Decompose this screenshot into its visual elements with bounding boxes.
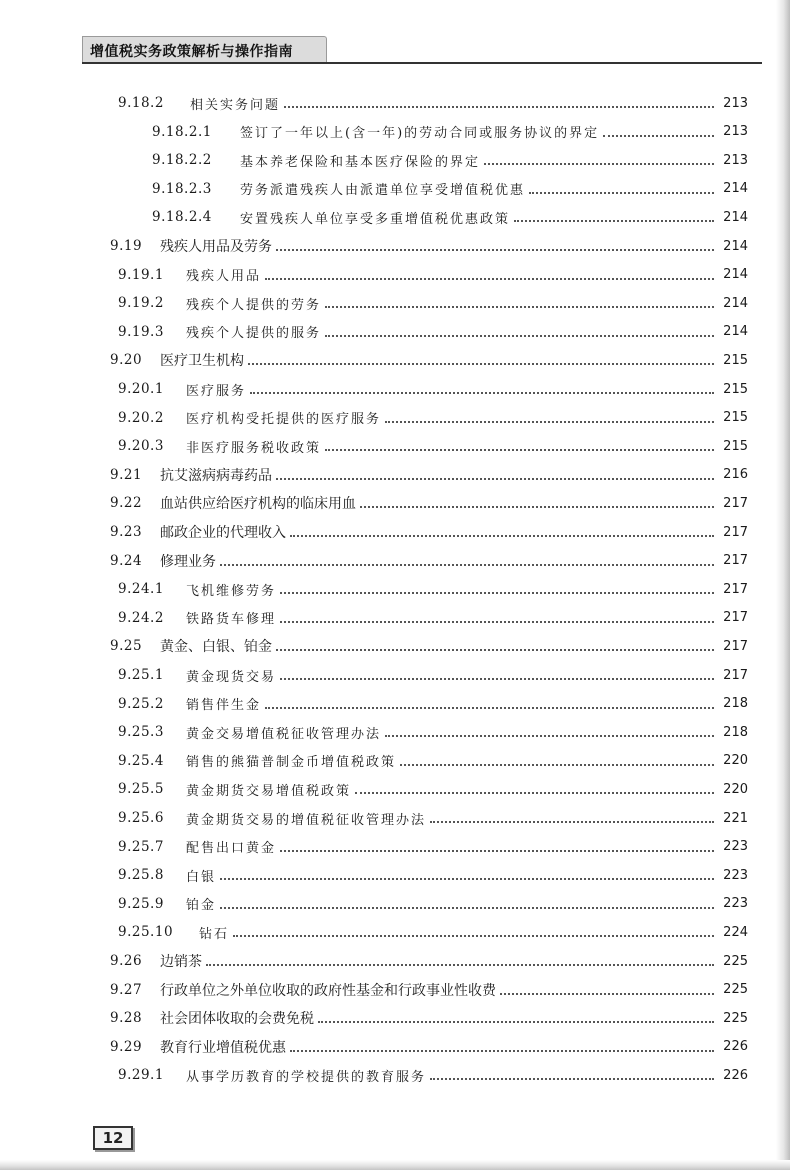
toc-entry-page: 224: [723, 924, 748, 940]
toc-entry-title: 黄金期货交易的增值税征收管理办法: [186, 812, 427, 828]
toc-leader-dots: [206, 964, 714, 966]
toc-entry-page: 214: [723, 238, 748, 254]
toc-entry-page: 225: [723, 953, 748, 969]
toc-entry-title: 销售伴生金: [186, 698, 262, 714]
toc-entry-title: 从事学历教育的学校提供的教育服务: [186, 1069, 427, 1085]
toc-leader-dots: [220, 907, 714, 909]
page-number: 12: [93, 1126, 133, 1150]
toc-entry-title: 教育行业增值税优惠: [160, 1039, 286, 1056]
toc-entry[interactable]: [118, 434, 748, 458]
toc-entry-number: 9.29.1: [118, 1067, 164, 1084]
toc-leader-dots: [430, 1078, 714, 1080]
toc-entry[interactable]: [110, 463, 748, 487]
toc-entry-number: 9.19: [110, 238, 143, 254]
toc-entry-number: 9.25.3: [118, 724, 164, 741]
toc-leader-dots: [400, 764, 714, 766]
toc-entry[interactable]: [118, 720, 748, 744]
toc-entry-title: 铂金: [186, 898, 217, 914]
toc-leader-dots: [248, 363, 714, 365]
toc-entry-page: 223: [723, 839, 748, 855]
toc-entry-page: 226: [723, 1067, 748, 1083]
toc-entry-title: 基本养老保险和基本医疗保险的界定: [240, 154, 481, 170]
toc-leader-dots: [325, 335, 714, 337]
toc-entry[interactable]: [118, 892, 748, 916]
toc-entry-title: 劳务派遣残疾人由派遣单位享受增值税优惠: [240, 183, 526, 199]
toc-leader-dots: [514, 220, 714, 222]
toc-entry-number: 9.25.2: [118, 695, 164, 712]
toc-entry-page: 223: [723, 896, 748, 912]
toc-entry-page: 217: [723, 667, 748, 683]
toc-entry-page: 216: [723, 467, 748, 483]
toc-leader-dots: [280, 621, 714, 623]
toc-leader-dots: [430, 821, 714, 823]
toc-entry-page: 215: [723, 438, 748, 454]
toc-leader-dots: [276, 649, 714, 651]
toc-entry[interactable]: [118, 606, 748, 630]
toc-entry-number: 9.25.1: [118, 667, 164, 683]
toc-entry-page: 214: [723, 295, 748, 311]
toc-entry-number: 9.25: [110, 638, 143, 655]
toc-entry-title: 修理业务: [160, 553, 216, 570]
toc-entry[interactable]: [118, 835, 748, 859]
toc-entry[interactable]: [118, 777, 748, 801]
toc-entry-title: 黄金期货交易增值税政策: [186, 783, 352, 799]
toc-entry[interactable]: [110, 1035, 748, 1059]
toc-entry-page: 217: [723, 553, 748, 569]
toc-leader-dots: [265, 707, 714, 709]
toc-entry-title: 血站供应给医疗机构的临床用血: [160, 496, 356, 513]
toc-leader-dots: [280, 678, 714, 680]
toc-entry-number: 9.24: [110, 552, 143, 569]
toc-entry-page: 213: [723, 95, 748, 111]
toc-entry-title: 边销茶: [160, 954, 202, 970]
toc-entry-page: 225: [723, 1010, 748, 1026]
toc-entry-number: 9.19.3: [118, 323, 164, 340]
toc-entry[interactable]: [118, 749, 748, 773]
toc-entry[interactable]: [118, 377, 748, 401]
toc-entry[interactable]: [152, 120, 748, 144]
toc-leader-dots: [500, 993, 714, 995]
toc-leader-dots: [280, 850, 714, 852]
toc-entry-number: 9.25.5: [118, 781, 164, 798]
toc-entry[interactable]: [118, 577, 748, 601]
toc-leader-dots: [220, 878, 714, 880]
toc-entry-page: 226: [723, 1039, 748, 1055]
toc-entry-page: 215: [723, 410, 748, 426]
page-bottom-shadow: [0, 1160, 790, 1170]
toc-leader-dots: [325, 449, 714, 451]
toc-entry[interactable]: [118, 920, 748, 944]
toc-entry-title: 销售的熊猫普制金币增值税政策: [186, 755, 397, 771]
toc-entry-page: 220: [723, 753, 748, 769]
toc-entry-title: 残疾人用品及劳务: [160, 239, 272, 255]
toc-entry-number: 9.25.6: [118, 810, 164, 826]
toc-entry[interactable]: [118, 806, 748, 830]
toc-entry[interactable]: [118, 320, 748, 344]
toc-entry-title: 钻石: [199, 926, 230, 942]
toc-entry-title: 社会团体收取的会费免税: [160, 1011, 314, 1028]
toc-entry-title: 残疾个人提供的劳务: [186, 297, 322, 313]
toc-entry[interactable]: [110, 491, 748, 515]
toc-entry-page: 217: [723, 495, 748, 511]
toc-entry-title: 相关实务问题: [190, 97, 281, 113]
toc-entry-page: 215: [723, 352, 748, 368]
toc-entry-number: 9.20: [110, 352, 143, 369]
toc-entry[interactable]: [118, 863, 748, 887]
toc-entry[interactable]: [152, 177, 748, 201]
toc-leader-dots: [233, 935, 714, 937]
toc-entry-number: 9.18.2.2: [152, 152, 212, 169]
toc-entry-page: 217: [723, 581, 748, 597]
toc-entry-number: 9.24.2: [118, 609, 164, 626]
toc-entry-number: 9.26: [110, 953, 143, 969]
toc-leader-dots: [360, 506, 714, 508]
toc-entry-number: 9.25.9: [118, 895, 164, 912]
toc-entry-title: 安置残疾人单位享受多重增值税优惠政策: [240, 211, 511, 227]
toc-entry-title: 邮政企业的代理收入: [160, 525, 286, 541]
toc-entry-page: 215: [723, 381, 748, 397]
toc-leader-dots: [276, 478, 714, 480]
toc-entry[interactable]: [110, 348, 748, 372]
toc-entry-page: 218: [723, 724, 748, 740]
toc-entry-number: 9.23: [110, 524, 143, 540]
toc-entry-number: 9.18.2.4: [152, 209, 212, 226]
toc-leader-dots: [385, 735, 714, 737]
toc-entry-page: 220: [723, 781, 748, 797]
toc-entry-title: 残疾个人提供的服务: [186, 326, 322, 342]
toc-entry-number: 9.25.8: [118, 867, 164, 884]
toc-leader-dots: [290, 535, 714, 537]
toc-entry[interactable]: [110, 634, 748, 658]
toc-entry[interactable]: [110, 549, 748, 573]
toc-entry[interactable]: [118, 692, 748, 716]
toc-entry-page: 225: [723, 982, 748, 998]
toc-entry-number: 9.19.2: [118, 295, 164, 312]
toc-leader-dots: [318, 1021, 714, 1023]
toc-entry-number: 9.25.4: [118, 752, 164, 769]
toc-entry-number: 9.20.1: [118, 381, 164, 397]
toc-entry-number: 9.25.10: [118, 924, 174, 941]
toc-leader-dots: [603, 135, 714, 137]
toc-leader-dots: [284, 106, 714, 108]
toc-entry-page: 214: [723, 267, 748, 283]
toc-entry[interactable]: [152, 148, 748, 172]
toc-entry-title: 飞机维修劳务: [186, 583, 277, 599]
toc-entry-page: 213: [723, 152, 748, 168]
toc-entry-title: 黄金现货交易: [186, 669, 277, 685]
book-title: 增值税实务政策解析与操作指南: [90, 44, 293, 60]
toc-entry[interactable]: [110, 1006, 748, 1030]
toc-entry-number: 9.18.2: [118, 95, 164, 111]
toc-entry-title: 白银: [186, 869, 217, 885]
toc-entry-page: 223: [723, 867, 748, 883]
toc-entry-title: 医疗服务: [186, 383, 247, 399]
toc-entry-title: 黄金交易增值税征收管理办法: [186, 726, 382, 742]
toc-leader-dots: [355, 792, 714, 794]
toc-entry-number: 9.27: [110, 981, 143, 998]
toc-entry[interactable]: [118, 291, 748, 315]
toc-leader-dots: [276, 249, 714, 251]
toc-entry-title: 配售出口黄金: [186, 841, 277, 857]
toc-entry-page: 217: [723, 524, 748, 540]
toc-entry[interactable]: [118, 91, 748, 115]
header-rule: [82, 62, 762, 64]
toc-entry-number: 9.21: [110, 466, 143, 483]
toc-entry[interactable]: [152, 205, 748, 229]
toc-entry-page: 218: [723, 696, 748, 712]
toc-entry[interactable]: [110, 949, 748, 973]
toc-entry-page: 217: [723, 610, 748, 626]
toc-entry-number: 9.20.2: [118, 409, 164, 426]
toc-leader-dots: [484, 163, 714, 165]
toc-entry-number: 9.24.1: [118, 581, 164, 598]
toc-entry-page: 221: [723, 810, 748, 826]
toc-leader-dots: [280, 592, 714, 594]
toc-entry[interactable]: [118, 263, 748, 287]
page-edge-shadow: [776, 0, 790, 1170]
toc-entry-title: 黄金、白银、铂金: [160, 639, 272, 656]
toc-entry-title: 残疾人用品: [186, 269, 262, 285]
toc-entry-title: 铁路货车修理: [186, 612, 277, 628]
toc-entry-number: 9.20.3: [118, 438, 164, 455]
toc-leader-dots: [220, 564, 714, 566]
toc-entry-title: 医疗卫生机构: [160, 353, 244, 370]
toc-entry-page: 214: [723, 324, 748, 340]
toc-entry-page: 214: [723, 209, 748, 225]
toc-entry[interactable]: [118, 663, 748, 687]
toc-entry[interactable]: [110, 520, 748, 544]
toc-leader-dots: [250, 392, 714, 394]
toc-entry[interactable]: [110, 234, 748, 258]
toc-entry-number: 9.25.7: [118, 838, 164, 855]
toc-entry-number: 9.29: [110, 1038, 143, 1055]
toc-entry-number: 9.18.2.1: [152, 123, 212, 140]
toc-entry-number: 9.28: [110, 1010, 143, 1027]
toc-entry-title: 医疗机构受托提供的医疗服务: [186, 412, 382, 428]
toc-entry[interactable]: [118, 1063, 748, 1087]
toc-entry-title: 抗艾滋病病毒药品: [160, 467, 272, 484]
toc-entry-page: 217: [723, 638, 748, 654]
toc-entry[interactable]: [118, 406, 748, 430]
toc-entry-page: 213: [723, 124, 748, 140]
toc-entry-number: 9.22: [110, 495, 143, 512]
running-header: [82, 36, 327, 62]
toc-leader-dots: [385, 421, 714, 423]
toc-leader-dots: [325, 306, 714, 308]
toc-entry-page: 214: [723, 181, 748, 197]
toc-leader-dots: [265, 278, 714, 280]
toc-leader-dots: [290, 1050, 714, 1052]
toc-entry-title: 非医疗服务税收政策: [186, 440, 322, 456]
toc-entry-title: 行政单位之外单位收取的政府性基金和行政事业性收费: [160, 982, 496, 999]
toc-entry-title: 签订了一年以上(含一年)的劳动合同或服务协议的界定: [240, 126, 600, 142]
toc-leader-dots: [529, 192, 714, 194]
toc-entry[interactable]: [110, 978, 748, 1002]
toc-entry-number: 9.18.2.3: [152, 180, 212, 197]
toc-entry-number: 9.19.1: [118, 266, 164, 283]
